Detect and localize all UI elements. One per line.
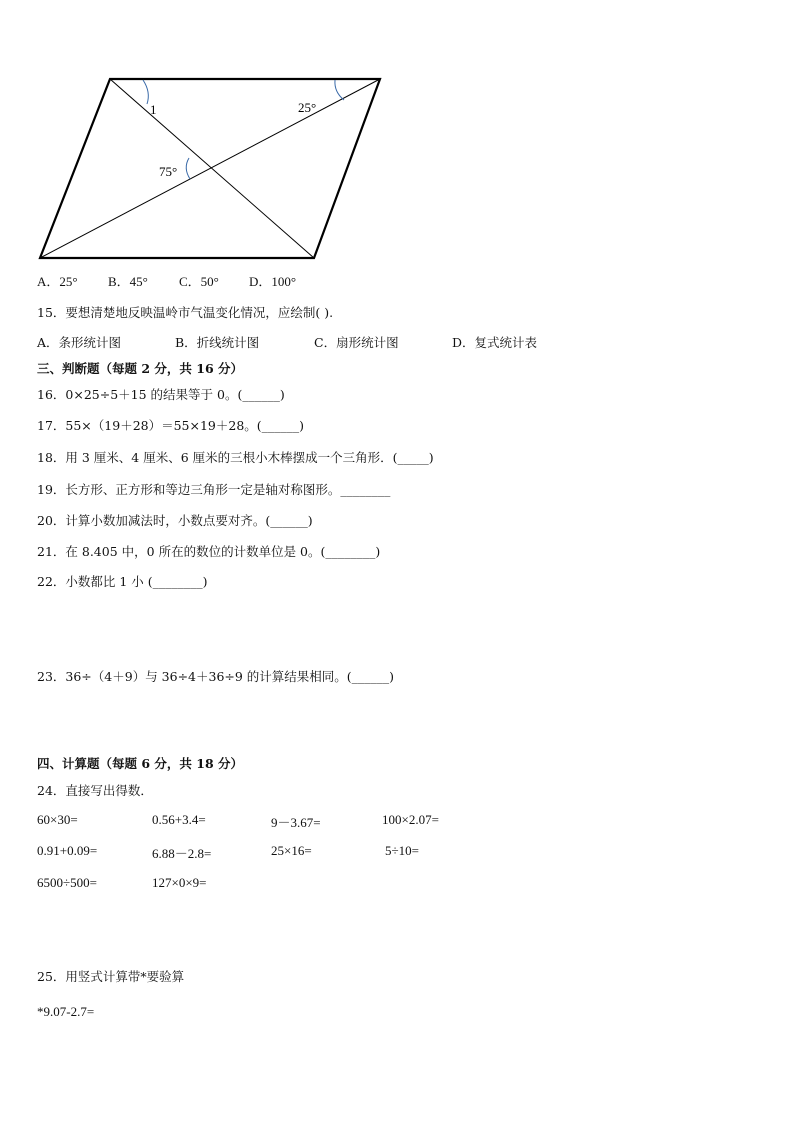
- calc-item: 60×30=: [37, 812, 78, 827]
- angle-1-arc: [143, 80, 148, 104]
- angle-25-arc: [335, 80, 344, 100]
- calc-item: 5÷10=: [385, 843, 419, 858]
- q15-option-d: D．复式统计表: [452, 335, 538, 350]
- q14-option-c: C．50°: [179, 274, 219, 289]
- q23-text: 23．36÷（4＋9）与 36÷4＋36÷9 的计算结果相同。(______): [37, 669, 395, 684]
- calc-item: 6.88－2.8=: [152, 846, 212, 861]
- q15-option-a: A．条形统计图: [37, 335, 122, 350]
- calc-item: 25×16=: [271, 843, 312, 858]
- diagonal-2: [40, 79, 380, 258]
- q16-text: 16．0×25÷5＋15 的结果等于 0。(______): [37, 387, 285, 402]
- q14-option-b: B．45°: [108, 274, 148, 289]
- q25-item: *9.07-2.7=: [37, 1004, 95, 1019]
- calc-item: 9－3.67=: [271, 815, 321, 830]
- parallelogram-figure: [30, 70, 400, 270]
- calc-item: 100×2.07=: [382, 812, 439, 827]
- section3-heading: 三、判断题（每题 2 分，共 16 分）: [37, 361, 244, 376]
- q24-text: 24．直接写出得数．: [37, 783, 153, 798]
- q15-option-c: C．扇形统计图: [314, 335, 399, 350]
- q14-option-a: A．25°: [37, 274, 78, 289]
- q19-text: 19．长方形、正方形和等边三角形一定是轴对称图形。________: [37, 482, 391, 497]
- calc-item: 127×0×9=: [152, 875, 207, 890]
- q22-text: 22．小数都比 1 小 (________): [37, 574, 208, 589]
- angle-75-arc: [186, 158, 190, 179]
- q15-text: 15．要想清楚地反映温岭市气温变化情况，应绘制( ).: [37, 305, 334, 320]
- q18-text: 18．用 3 厘米、4 厘米、6 厘米的三根小木棒摆成一个三角形．(_____): [37, 450, 434, 465]
- q20-text: 20．计算小数加减法时，小数点要对齐。(______): [37, 513, 313, 528]
- q21-text: 21．在 8.405 中，0 所在的数位的计数单位是 0。(________): [37, 544, 381, 559]
- section4-heading: 四、计算题（每题 6 分，共 18 分）: [37, 756, 244, 771]
- calc-item: 6500÷500=: [37, 875, 97, 890]
- q17-text: 17．55×（19＋28）＝55×19＋28。(______): [37, 418, 305, 433]
- angle-1-label: 1: [150, 102, 157, 117]
- q25-text: 25．用竖式计算带*要验算: [37, 969, 185, 984]
- q15-option-b: B．折线统计图: [175, 335, 260, 350]
- calc-item: 0.56+3.4=: [152, 812, 206, 827]
- diagonal-1: [110, 79, 317, 258]
- q14-option-d: D．100°: [249, 274, 297, 289]
- angle-25-label: 25°: [298, 100, 317, 115]
- angle-75-label: 75°: [159, 164, 178, 179]
- calc-item: 0.91+0.09=: [37, 843, 98, 858]
